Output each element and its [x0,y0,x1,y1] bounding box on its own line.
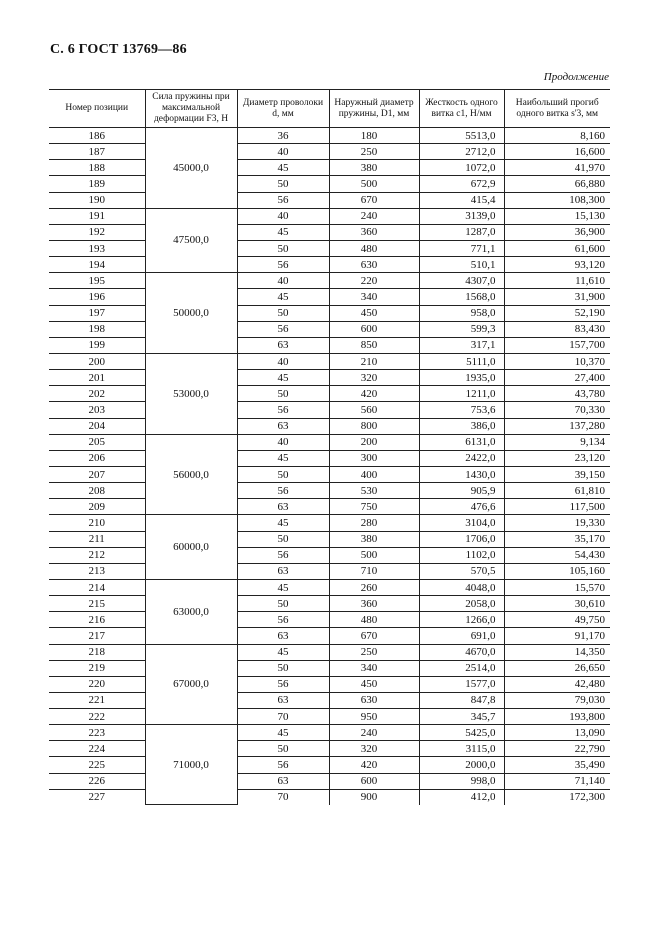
cell-wire-diameter: 50 [237,466,329,482]
cell-wire-diameter: 45 [237,370,329,386]
cell-coil-stiffness: 3104,0 [419,515,504,531]
cell-coil-stiffness: 4307,0 [419,273,504,289]
cell-max-deflection: 27,400 [504,370,610,386]
table-row [49,370,610,386]
cell-outer-diameter: 380 [329,531,419,547]
cell-max-deflection: 41,970 [504,160,610,176]
cell-coil-stiffness: 317,1 [419,337,504,353]
cell-coil-stiffness: 3139,0 [419,208,504,224]
cell-position-number: 211 [49,531,145,547]
cell-outer-diameter: 500 [329,176,419,192]
cell-coil-stiffness: 5513,0 [419,128,504,144]
cell-max-deflection: 117,500 [504,499,610,515]
cell-outer-diameter: 560 [329,402,419,418]
table-row [49,144,610,160]
cell-outer-diameter: 480 [329,612,419,628]
cell-coil-stiffness: 1102,0 [419,547,504,563]
cell-position-number: 215 [49,596,145,612]
cell-max-deflection: 193,800 [504,709,610,725]
cell-wire-diameter: 56 [237,192,329,208]
cell-wire-diameter: 63 [237,499,329,515]
cell-spring-force: 45000,0 [145,128,237,209]
cell-wire-diameter: 70 [237,789,329,805]
cell-coil-stiffness: 905,9 [419,483,504,499]
cell-max-deflection: 15,130 [504,208,610,224]
table-row [49,160,610,176]
cell-max-deflection: 105,160 [504,563,610,579]
cell-spring-force: 56000,0 [145,434,237,515]
cell-position-number: 214 [49,579,145,595]
cell-outer-diameter: 600 [329,773,419,789]
cell-coil-stiffness: 753,6 [419,402,504,418]
table-row [49,725,610,741]
cell-max-deflection: 66,880 [504,176,610,192]
cell-coil-stiffness: 386,0 [419,418,504,434]
cell-outer-diameter: 240 [329,725,419,741]
table-row [49,499,610,515]
cell-coil-stiffness: 5111,0 [419,353,504,369]
cell-max-deflection: 11,610 [504,273,610,289]
cell-outer-diameter: 420 [329,386,419,402]
cell-max-deflection: 39,150 [504,466,610,482]
cell-wire-diameter: 45 [237,450,329,466]
cell-max-deflection: 71,140 [504,773,610,789]
table-row [49,789,610,805]
cell-max-deflection: 30,610 [504,596,610,612]
cell-position-number: 195 [49,273,145,289]
table-row [49,450,610,466]
cell-wire-diameter: 40 [237,144,329,160]
cell-wire-diameter: 63 [237,628,329,644]
cell-max-deflection: 79,030 [504,692,610,708]
cell-coil-stiffness: 847,8 [419,692,504,708]
cell-outer-diameter: 220 [329,273,419,289]
header-outer-diameter: Наружный диаметр пружины, D1, мм [329,90,419,128]
table-row [49,305,610,321]
cell-max-deflection: 14,350 [504,644,610,660]
table-row [49,531,610,547]
cell-position-number: 197 [49,305,145,321]
cell-max-deflection: 13,090 [504,725,610,741]
cell-max-deflection: 9,134 [504,434,610,450]
cell-wire-diameter: 56 [237,257,329,273]
cell-outer-diameter: 180 [329,128,419,144]
cell-wire-diameter: 50 [237,660,329,676]
cell-coil-stiffness: 998,0 [419,773,504,789]
table-row [49,547,610,563]
cell-outer-diameter: 710 [329,563,419,579]
cell-max-deflection: 70,330 [504,402,610,418]
cell-max-deflection: 157,700 [504,337,610,353]
cell-max-deflection: 61,810 [504,483,610,499]
cell-outer-diameter: 900 [329,789,419,805]
cell-max-deflection: 26,650 [504,660,610,676]
cell-coil-stiffness: 1287,0 [419,224,504,240]
cell-max-deflection: 108,300 [504,192,610,208]
cell-max-deflection: 61,600 [504,240,610,256]
cell-position-number: 217 [49,628,145,644]
cell-max-deflection: 83,430 [504,321,610,337]
cell-coil-stiffness: 476,6 [419,499,504,515]
continuation-label: Продолжение [543,71,609,83]
cell-position-number: 207 [49,466,145,482]
cell-outer-diameter: 250 [329,144,419,160]
table-row [49,257,610,273]
cell-position-number: 191 [49,208,145,224]
cell-wire-diameter: 36 [237,128,329,144]
cell-position-number: 225 [49,757,145,773]
cell-max-deflection: 52,190 [504,305,610,321]
cell-max-deflection: 36,900 [504,224,610,240]
cell-position-number: 224 [49,741,145,757]
table-row [49,466,610,482]
cell-max-deflection: 10,370 [504,353,610,369]
cell-position-number: 188 [49,160,145,176]
cell-outer-diameter: 280 [329,515,419,531]
cell-wire-diameter: 50 [237,176,329,192]
cell-coil-stiffness: 2058,0 [419,596,504,612]
cell-position-number: 198 [49,321,145,337]
cell-position-number: 227 [49,789,145,805]
cell-coil-stiffness: 599,3 [419,321,504,337]
table-row [49,741,610,757]
cell-outer-diameter: 400 [329,466,419,482]
table-row [49,563,610,579]
table-row [49,128,610,144]
table-row [49,579,610,595]
cell-wire-diameter: 56 [237,757,329,773]
cell-outer-diameter: 600 [329,321,419,337]
table-row [49,596,610,612]
cell-outer-diameter: 340 [329,289,419,305]
cell-wire-diameter: 45 [237,224,329,240]
cell-coil-stiffness: 5425,0 [419,725,504,741]
cell-wire-diameter: 56 [237,612,329,628]
cell-coil-stiffness: 2514,0 [419,660,504,676]
cell-spring-force: 71000,0 [145,725,237,805]
cell-position-number: 220 [49,676,145,692]
cell-outer-diameter: 200 [329,434,419,450]
spring-spec-table [49,89,610,805]
cell-position-number: 199 [49,337,145,353]
cell-wire-diameter: 45 [237,579,329,595]
cell-coil-stiffness: 570,5 [419,563,504,579]
cell-wire-diameter: 50 [237,240,329,256]
cell-coil-stiffness: 672,9 [419,176,504,192]
cell-position-number: 221 [49,692,145,708]
cell-coil-stiffness: 1577,0 [419,676,504,692]
cell-coil-stiffness: 1266,0 [419,612,504,628]
cell-position-number: 218 [49,644,145,660]
cell-position-number: 200 [49,353,145,369]
cell-wire-diameter: 40 [237,353,329,369]
cell-position-number: 209 [49,499,145,515]
cell-position-number: 213 [49,563,145,579]
cell-coil-stiffness: 345,7 [419,709,504,725]
cell-wire-diameter: 63 [237,418,329,434]
table-row [49,612,610,628]
cell-max-deflection: 19,330 [504,515,610,531]
cell-outer-diameter: 670 [329,192,419,208]
cell-max-deflection: 35,490 [504,757,610,773]
cell-outer-diameter: 300 [329,450,419,466]
cell-outer-diameter: 320 [329,370,419,386]
cell-coil-stiffness: 2422,0 [419,450,504,466]
cell-spring-force: 60000,0 [145,515,237,580]
cell-wire-diameter: 50 [237,596,329,612]
cell-position-number: 192 [49,224,145,240]
cell-outer-diameter: 480 [329,240,419,256]
cell-position-number: 186 [49,128,145,144]
cell-position-number: 226 [49,773,145,789]
cell-outer-diameter: 450 [329,305,419,321]
cell-position-number: 194 [49,257,145,273]
cell-max-deflection: 31,900 [504,289,610,305]
cell-wire-diameter: 50 [237,741,329,757]
table-row [49,644,610,660]
table-row [49,773,610,789]
table-row [49,692,610,708]
cell-wire-diameter: 45 [237,725,329,741]
cell-position-number: 210 [49,515,145,531]
table-row [49,176,610,192]
header-coil-stiffness: Жесткость одного витка c1, Н/мм [419,90,504,128]
cell-outer-diameter: 210 [329,353,419,369]
cell-outer-diameter: 360 [329,596,419,612]
cell-outer-diameter: 450 [329,676,419,692]
cell-coil-stiffness: 958,0 [419,305,504,321]
cell-outer-diameter: 630 [329,257,419,273]
cell-wire-diameter: 40 [237,208,329,224]
cell-max-deflection: 43,780 [504,386,610,402]
cell-coil-stiffness: 1072,0 [419,160,504,176]
cell-spring-force: 50000,0 [145,273,237,354]
cell-position-number: 208 [49,483,145,499]
cell-wire-diameter: 56 [237,321,329,337]
cell-outer-diameter: 630 [329,692,419,708]
cell-position-number: 201 [49,370,145,386]
table-row [49,418,610,434]
header-wire-diameter: Диаметр проволоки d, мм [237,90,329,128]
cell-max-deflection: 49,750 [504,612,610,628]
header-spring-force: Сила пружины при максимальной деформации F3, Н [145,90,237,128]
cell-spring-force: 63000,0 [145,579,237,644]
cell-coil-stiffness: 4048,0 [419,579,504,595]
cell-outer-diameter: 380 [329,160,419,176]
cell-max-deflection: 54,430 [504,547,610,563]
table-row [49,709,610,725]
cell-wire-diameter: 45 [237,160,329,176]
cell-outer-diameter: 530 [329,483,419,499]
cell-outer-diameter: 360 [329,224,419,240]
cell-outer-diameter: 850 [329,337,419,353]
cell-wire-diameter: 45 [237,289,329,305]
cell-position-number: 202 [49,386,145,402]
cell-wire-diameter: 45 [237,515,329,531]
table-row [49,483,610,499]
cell-max-deflection: 23,120 [504,450,610,466]
cell-wire-diameter: 50 [237,531,329,547]
cell-outer-diameter: 500 [329,547,419,563]
cell-wire-diameter: 45 [237,644,329,660]
table-row [49,337,610,353]
table-row [49,676,610,692]
cell-max-deflection: 172,300 [569,791,605,804]
cell-position-number: 212 [49,547,145,563]
cell-outer-diameter: 240 [329,208,419,224]
cell-max-deflection: 93,120 [504,257,610,273]
header-position-number: Номер позиции [49,90,145,128]
cell-wire-diameter: 63 [237,337,329,353]
cell-max-deflection: 16,600 [504,144,610,160]
table-row [49,628,610,644]
cell-position-number: 193 [49,240,145,256]
table-row [49,224,610,240]
cell-coil-stiffness: 2000,0 [419,757,504,773]
cell-position-number: 204 [49,418,145,434]
cell-position-number: 196 [49,289,145,305]
cell-max-deflection: 91,170 [504,628,610,644]
cell-position-number: 216 [49,612,145,628]
page-title: С. 6 ГОСТ 13769—86 [50,42,187,57]
cell-wire-diameter: 70 [237,709,329,725]
cell-outer-diameter: 800 [329,418,419,434]
table-row [49,208,610,224]
cell-max-deflection: 137,280 [504,418,610,434]
cell-position-number: 219 [49,660,145,676]
cell-wire-diameter: 63 [237,563,329,579]
cell-position-number: 187 [49,144,145,160]
table-row [49,757,610,773]
cell-position-number: 206 [49,450,145,466]
cell-outer-diameter: 670 [329,628,419,644]
cell-outer-diameter: 260 [329,579,419,595]
cell-position-number: 190 [49,192,145,208]
cell-outer-diameter: 250 [329,644,419,660]
table-row [49,386,610,402]
cell-coil-stiffness: 510,1 [419,257,504,273]
cell-wire-diameter: 56 [237,402,329,418]
cell-wire-diameter: 63 [237,692,329,708]
cell-wire-diameter: 40 [237,273,329,289]
cell-coil-stiffness: 1211,0 [419,386,504,402]
cell-max-deflection: 22,790 [504,741,610,757]
cell-coil-stiffness: 691,0 [419,628,504,644]
cell-max-deflection: 35,170 [504,531,610,547]
cell-outer-diameter: 320 [329,741,419,757]
cell-wire-diameter: 56 [237,676,329,692]
cell-coil-stiffness: 4670,0 [419,644,504,660]
cell-coil-stiffness: 1568,0 [419,289,504,305]
table-row [49,289,610,305]
cell-coil-stiffness: 3115,0 [419,741,504,757]
cell-wire-diameter: 50 [237,305,329,321]
table-row [49,402,610,418]
cell-wire-diameter: 40 [237,434,329,450]
table-row [49,273,610,289]
table-header-row [49,90,610,128]
cell-wire-diameter: 50 [237,386,329,402]
cell-max-deflection: 8,160 [504,128,610,144]
cell-position-number: 205 [49,434,145,450]
table-row [49,192,610,208]
cell-coil-stiffness: 6131,0 [419,434,504,450]
cell-outer-diameter: 750 [329,499,419,515]
cell-coil-stiffness: 1706,0 [419,531,504,547]
table-body [49,128,610,805]
table-row [49,515,610,531]
cell-coil-stiffness: 1935,0 [419,370,504,386]
cell-spring-force: 53000,0 [145,353,237,434]
cell-max-deflection: 42,480 [504,676,610,692]
cell-outer-diameter: 420 [329,757,419,773]
header-max-deflection: Наибольший прогиб одного витка s'3, мм [504,90,610,128]
cell-coil-stiffness: 412,0 [419,789,504,805]
table-row [49,660,610,676]
cell-position-number: 189 [49,176,145,192]
table-row [49,434,610,450]
cell-wire-diameter: 63 [237,773,329,789]
cell-position-number: 223 [49,725,145,741]
cell-max-deflection: 15,570 [504,579,610,595]
cell-outer-diameter: 340 [329,660,419,676]
cell-wire-diameter: 56 [237,483,329,499]
cell-coil-stiffness: 2712,0 [419,144,504,160]
cell-position-number: 203 [49,402,145,418]
table-row [49,240,610,256]
cell-coil-stiffness: 415,4 [419,192,504,208]
cell-coil-stiffness: 771,1 [419,240,504,256]
cell-wire-diameter: 56 [237,547,329,563]
table-row [49,321,610,337]
cell-spring-force: 67000,0 [145,644,237,725]
cell-position-number: 222 [49,709,145,725]
cell-coil-stiffness: 1430,0 [419,466,504,482]
table-row [49,353,610,369]
cell-outer-diameter: 950 [329,709,419,725]
cell-spring-force: 47500,0 [145,208,237,273]
